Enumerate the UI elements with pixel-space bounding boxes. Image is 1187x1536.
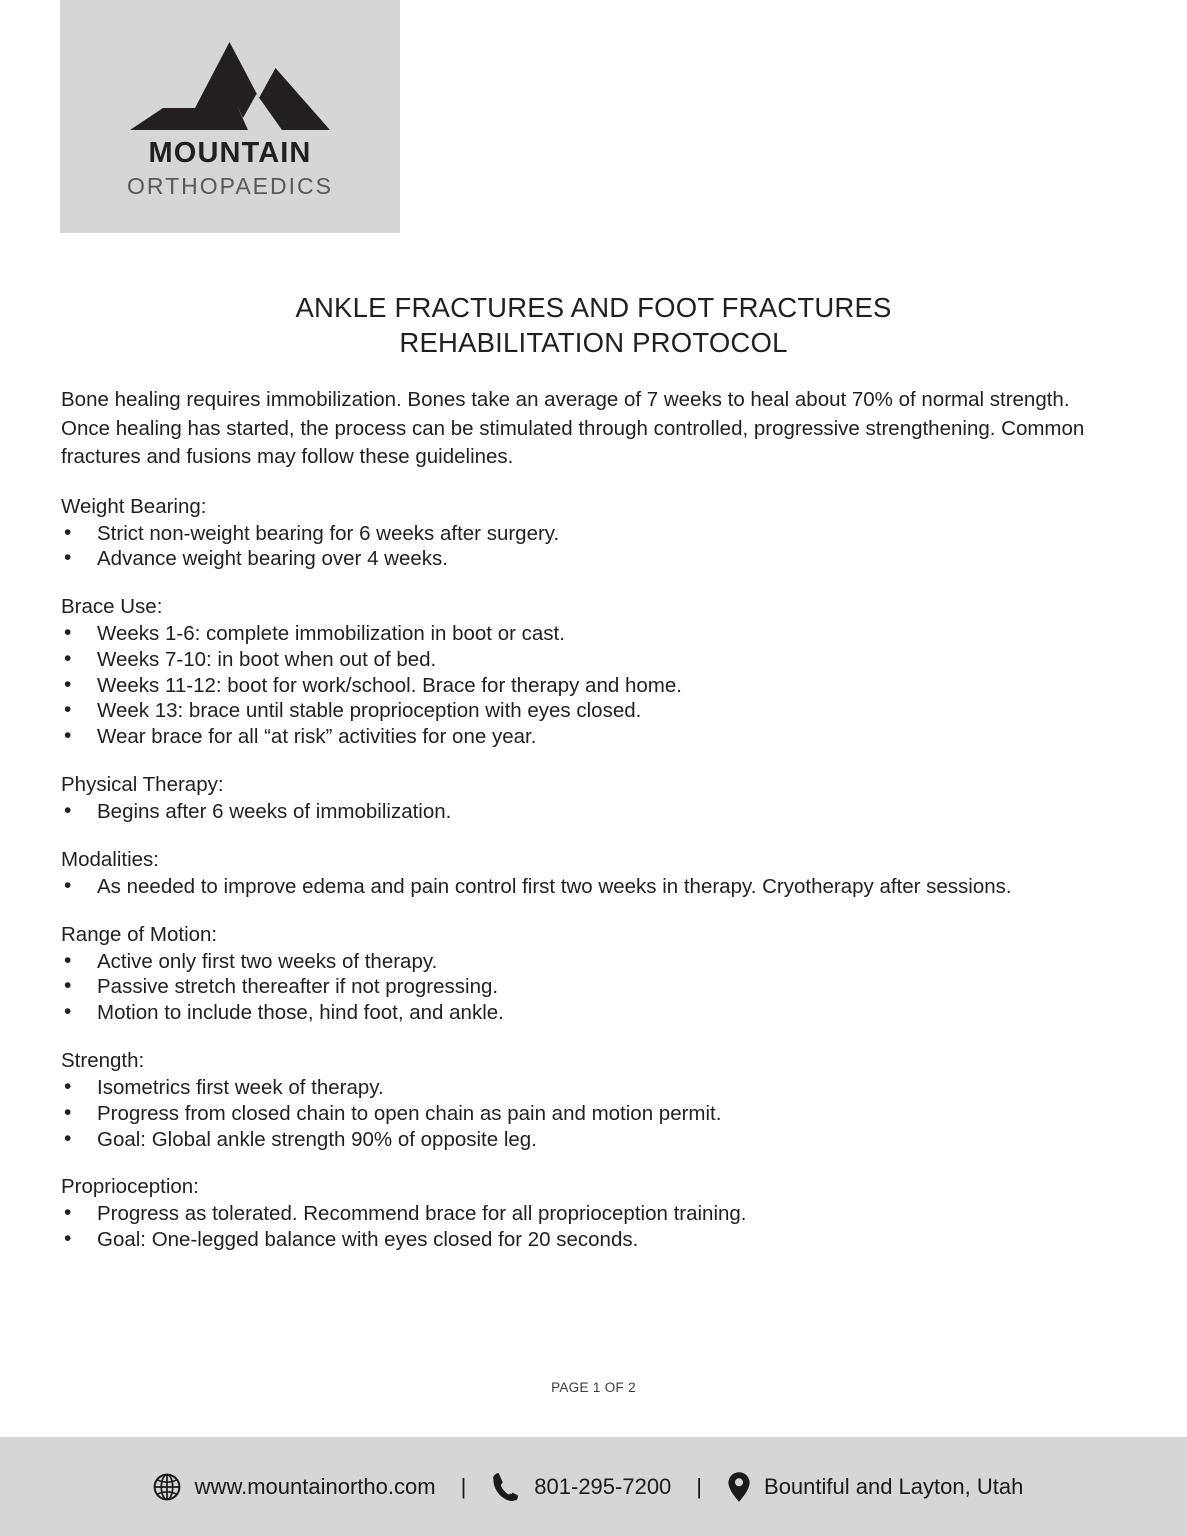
footer-phone-text: 801-295-7200 xyxy=(534,1473,672,1499)
footer-location-text: Bountiful and Layton, Utah xyxy=(764,1473,1024,1499)
section-bullet-list xyxy=(61,949,1116,1026)
bullet-item: • Progress from closed chain to open chain as pain and motion permit. xyxy=(61,1101,1116,1127)
bullet-item: • Goal: One-legged balance with eyes closed for 20 seconds. xyxy=(61,1227,1116,1253)
protocol-section xyxy=(61,847,1116,900)
section-bullet-list xyxy=(61,1075,1116,1152)
section-heading: Modalities: xyxy=(61,847,159,871)
footer-separator-1: | xyxy=(460,1473,467,1499)
page-title-line-2: REHABILITATION PROTOCOL xyxy=(399,327,788,359)
company-logo-block xyxy=(60,0,400,233)
section-bullet-list xyxy=(61,621,1116,750)
section-bullet-list xyxy=(61,874,1116,900)
bullet-item: • Passive stretch thereafter if not progressing. xyxy=(61,974,1116,1000)
mountain-icon xyxy=(130,38,330,130)
protocol-section xyxy=(61,922,1116,1026)
protocol-section xyxy=(61,1048,1116,1152)
protocol-section xyxy=(61,1174,1116,1253)
document-body xyxy=(61,386,1116,1253)
page-title-line-1: ANKLE FRACTURES AND FOOT FRACTURES xyxy=(295,292,892,324)
bullet-item: • Weeks 7-10: in boot when out of bed. xyxy=(61,647,1116,673)
page-title xyxy=(0,290,1187,360)
section-heading: Physical Therapy: xyxy=(61,773,224,797)
section-bullet-list xyxy=(61,1201,1116,1253)
protocol-section xyxy=(61,772,1116,825)
footer-separator-2: | xyxy=(696,1473,703,1499)
bullet-item: • Weeks 11-12: boot for work/school. Brace for therapy and home. xyxy=(61,673,1116,699)
logo-wordmark: MOUNTAIN xyxy=(148,137,312,169)
phone-icon xyxy=(491,1471,521,1503)
section-bullet-list xyxy=(61,799,1116,825)
bullet-item: • Active only first two weeks of therapy. xyxy=(61,949,1116,975)
bullet-item: • Wear brace for all “at risk” activities for one year. xyxy=(61,724,1116,750)
bullet-item: • Weeks 1-6: complete immobilization in boot or cast. xyxy=(61,621,1116,647)
protocol-sections xyxy=(61,494,1116,1254)
footer-bar xyxy=(0,1437,1187,1536)
bullet-item: • Progress as tolerated. Recommend brace for all proprioception training. xyxy=(61,1201,1116,1227)
section-heading: Range of Motion: xyxy=(61,922,218,946)
bullet-item: • Motion to include those, hind foot, and ankle. xyxy=(61,1000,1116,1026)
bullet-item: • As needed to improve edema and pain control first two weeks in therapy. Cryotherapy after sessions. xyxy=(61,874,1116,900)
footer-phone[interactable] xyxy=(491,1471,671,1503)
section-heading: Weight Bearing: xyxy=(61,494,207,518)
protocol-section xyxy=(61,494,1116,573)
logo-subtitle: ORTHOPAEDICS xyxy=(127,173,333,199)
section-heading: Strength: xyxy=(61,1049,145,1073)
map-pin-icon xyxy=(727,1471,751,1503)
protocol-section xyxy=(61,594,1116,750)
footer-website-text: www.mountainortho.com xyxy=(194,1473,436,1499)
bullet-item: • Advance weight bearing over 4 weeks. xyxy=(61,546,1116,572)
bullet-item: • Begins after 6 weeks of immobilization. xyxy=(61,799,1116,825)
page-number: PAGE 1 OF 2 xyxy=(551,1380,636,1395)
bullet-item: • Goal: Global ankle strength 90% of opposite leg. xyxy=(61,1127,1116,1153)
bullet-item: • Week 13: brace until stable proprioception with eyes closed. xyxy=(61,698,1116,724)
section-heading: Proprioception: xyxy=(61,1175,199,1199)
bullet-item: • Strict non-weight bearing for 6 weeks after surgery. xyxy=(61,521,1116,547)
globe-icon xyxy=(152,1472,182,1502)
intro-paragraph: Bone healing requires immobilization. Bones take an average of 7 weeks to heal about 70% of normal strength. Once healing has started, the process can be stimulated through controlled, progressive strengthening. Common fractures and fusions may follow these guidelines. xyxy=(61,388,1085,468)
section-heading: Brace Use: xyxy=(61,595,163,619)
footer-location xyxy=(727,1471,1023,1503)
bullet-item: • Isometrics first week of therapy. xyxy=(61,1075,1116,1101)
footer-website[interactable] xyxy=(152,1472,436,1502)
section-bullet-list xyxy=(61,521,1116,573)
